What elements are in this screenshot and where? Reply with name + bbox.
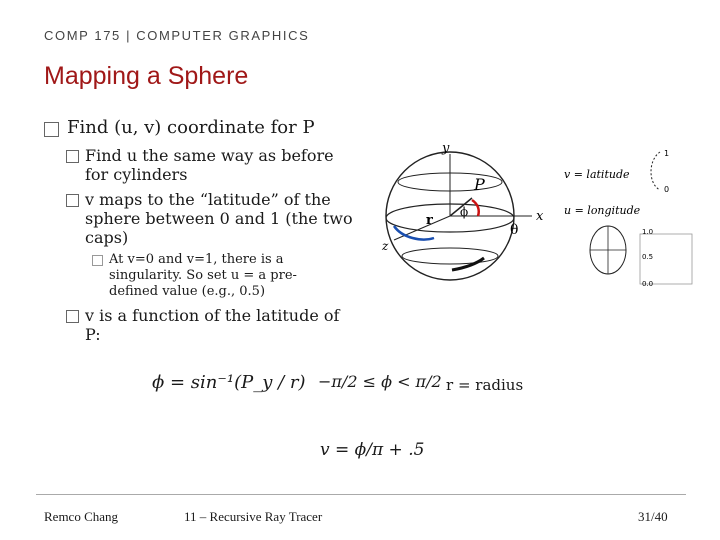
grid-0-5-label: 0.5: [642, 253, 654, 261]
bullet-sub3: [66, 306, 354, 344]
bullet-box-icon: [66, 310, 79, 323]
bullet-sub1: [66, 146, 354, 184]
equation-radius: r = radius: [446, 376, 524, 394]
radius-r-label: r: [426, 213, 433, 228]
equation-range: −π/2 ≤ ϕ < π/2: [318, 372, 442, 391]
axis-z-label: z: [382, 239, 389, 253]
bullet-box-icon: [66, 150, 79, 163]
bullet-box-icon: [44, 122, 59, 137]
point-p-label: P: [474, 175, 485, 194]
bullet-main-text: Find (u, v) coordinate for P: [67, 117, 315, 138]
bullet-box-icon: [66, 194, 79, 207]
u-longitude-label: u = longitude: [564, 204, 641, 217]
theta-label: θ: [510, 222, 519, 238]
footer-page: 31/40: [638, 509, 668, 524]
footer-author: Remco Chang: [44, 509, 119, 524]
footer-divider: [36, 494, 686, 495]
bullet-sub2: [66, 190, 354, 247]
axis-y-label: y: [442, 141, 450, 156]
bullet-sub3-text: v is a function of the latitude of P:: [85, 306, 340, 344]
grid-1-0-label: 1.0: [642, 228, 654, 236]
uv-mapping-diagram: [560, 140, 700, 290]
bullet-main: [44, 117, 315, 138]
grid-0-0-label: 0.0: [642, 280, 654, 288]
bullet-sub1-text: Find u the same way as before for cylinders: [85, 146, 334, 184]
bullet-sub2a-text: At v=0 and v=1, there is a singularity. So set u = a pre-defined value (e.g., 0.5): [109, 252, 297, 299]
sphere-diagram: [372, 138, 552, 298]
equation-phi: ϕ = sin⁻¹(P_y / r): [152, 372, 306, 393]
bullet-box-icon: [92, 255, 103, 266]
equation-v: v = ϕ/π + .5: [320, 440, 425, 460]
course-header: COMP 175 | COMPUTER GRAPHICS: [44, 28, 310, 43]
v-one-label: 1: [664, 149, 670, 158]
v-latitude-label: v = latitude: [564, 168, 630, 181]
phi-label: ϕ: [460, 205, 469, 219]
bullet-sub2a: [92, 252, 324, 300]
bullet-sub2-text: v maps to the “latitude” of the sphere between 0 and 1 (the two caps): [85, 190, 353, 247]
slide-title: Mapping a Sphere: [44, 62, 249, 90]
footer-lecture: 11 – Recursive Ray Tracer: [184, 509, 323, 524]
axis-x-label: x: [536, 209, 544, 224]
v-zero-label: 0: [664, 185, 670, 194]
